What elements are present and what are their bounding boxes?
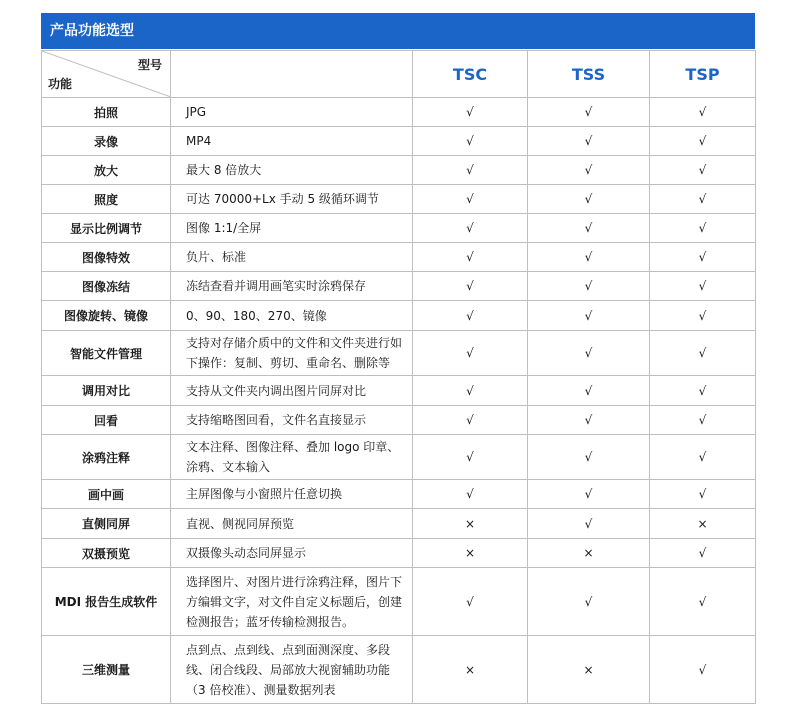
table-row [42, 156, 756, 185]
feature-name: 图像特效 [42, 243, 171, 272]
cross-mark-tsc: × [413, 509, 528, 539]
feature-name: 图像冻结 [42, 272, 171, 301]
check-mark-tss: √ [528, 243, 650, 272]
table-row [42, 98, 756, 127]
check-mark-tsc: √ [413, 406, 528, 435]
feature-name: 三维测量 [42, 636, 171, 704]
feature-name: 放大 [42, 156, 171, 185]
table-row [42, 568, 756, 636]
check-mark-tss: √ [528, 509, 650, 539]
table-row [42, 243, 756, 272]
table-row [42, 435, 756, 480]
check-mark-tsc: √ [413, 376, 528, 406]
cross-mark-tsc: × [413, 539, 528, 568]
check-mark-tsp: √ [650, 98, 756, 127]
feature-description: 负片、标准 [171, 243, 413, 272]
header-row [42, 51, 756, 98]
cross-mark-tss: × [528, 636, 650, 704]
table-row [42, 636, 756, 704]
cross-mark-tsc: × [413, 636, 528, 704]
desc-header-cell [171, 51, 413, 98]
feature-description: 主屏图像与小窗照片任意切换 [171, 480, 413, 509]
table-row [42, 331, 756, 376]
check-mark-tss: √ [528, 156, 650, 185]
check-mark-tsp: √ [650, 406, 756, 435]
check-mark-tss: √ [528, 272, 650, 301]
check-mark-tss: √ [528, 480, 650, 509]
check-mark-tsc: √ [413, 243, 528, 272]
check-mark-tss: √ [528, 98, 650, 127]
feature-name: 画中画 [42, 480, 171, 509]
feature-name: 照度 [42, 185, 171, 214]
feature-description: 最大 8 倍放大 [171, 156, 413, 185]
product-tsp: TSP [650, 51, 756, 98]
check-mark-tss: √ [528, 331, 650, 376]
feature-description: 点到点、点到线、点到面测深度、多段线、闭合线段、局部放大视窗辅助功能（3 倍校准）、测量数据列表 [171, 636, 413, 704]
table-row [42, 376, 756, 406]
feature-name: 双摄预览 [42, 539, 171, 568]
feature-name: 回看 [42, 406, 171, 435]
feature-description: 支持从文件夹内调出图片同屏对比 [171, 376, 413, 406]
feature-name: 涂鸦注释 [42, 435, 171, 480]
check-mark-tss: √ [528, 214, 650, 243]
feature-name: 调用对比 [42, 376, 171, 406]
feature-name: 录像 [42, 127, 171, 156]
feature-table [41, 50, 756, 704]
check-mark-tsp: √ [650, 156, 756, 185]
cross-mark-tsp: × [650, 509, 756, 539]
table-row [42, 272, 756, 301]
check-mark-tss: √ [528, 376, 650, 406]
check-mark-tsc: √ [413, 480, 528, 509]
check-mark-tsp: √ [650, 376, 756, 406]
feature-name: 显示比例调节 [42, 214, 171, 243]
feature-description: 可达 70000+Lx 手动 5 级循环调节 [171, 185, 413, 214]
feature-name: 图像旋转、镜像 [42, 301, 171, 331]
check-mark-tss: √ [528, 185, 650, 214]
feature-selection-sheet [41, 13, 755, 704]
check-mark-tsc: √ [413, 127, 528, 156]
product-tss: TSS [528, 51, 650, 98]
check-mark-tsp: √ [650, 480, 756, 509]
check-mark-tsc: √ [413, 272, 528, 301]
check-mark-tsc: √ [413, 98, 528, 127]
feature-description: JPG [171, 98, 413, 127]
feature-description: 文本注释、图像注释、叠加 logo 印章、涂鸦、文本输入 [171, 435, 413, 480]
check-mark-tsp: √ [650, 185, 756, 214]
product-tsc: TSC [413, 51, 528, 98]
table-row [42, 214, 756, 243]
table-row [42, 539, 756, 568]
feature-description: MP4 [171, 127, 413, 156]
feature-label: 功能 [48, 77, 73, 91]
feature-description: 双摄像头动态同屏显示 [171, 539, 413, 568]
check-mark-tsp: √ [650, 331, 756, 376]
check-mark-tsc: √ [413, 185, 528, 214]
feature-name: MDI 报告生成软件 [42, 568, 171, 636]
check-mark-tsp: √ [650, 568, 756, 636]
check-mark-tsp: √ [650, 636, 756, 704]
feature-name: 拍照 [42, 98, 171, 127]
table-row [42, 480, 756, 509]
check-mark-tsp: √ [650, 539, 756, 568]
check-mark-tsp: √ [650, 243, 756, 272]
feature-name: 直侧同屏 [42, 509, 171, 539]
check-mark-tss: √ [528, 435, 650, 480]
check-mark-tsc: √ [413, 301, 528, 331]
cross-mark-tss: × [528, 539, 650, 568]
check-mark-tss: √ [528, 127, 650, 156]
table-body [42, 98, 756, 704]
section-title: 产品功能选型 [41, 13, 755, 49]
diagonal-header-cell [42, 51, 171, 98]
table-row [42, 406, 756, 435]
check-mark-tsp: √ [650, 272, 756, 301]
feature-description: 冻结查看并调用画笔实时涂鸦保存 [171, 272, 413, 301]
check-mark-tsc: √ [413, 568, 528, 636]
check-mark-tsc: √ [413, 331, 528, 376]
check-mark-tsc: √ [413, 214, 528, 243]
feature-description: 选择图片、对图片进行涂鸦注释，图片下方编辑文字，对文件自定义标题后，创建检测报告；蓝牙传输检测报告。 [171, 568, 413, 636]
feature-name: 智能文件管理 [42, 331, 171, 376]
check-mark-tss: √ [528, 406, 650, 435]
table-row [42, 301, 756, 331]
table-row [42, 509, 756, 539]
feature-description: 支持缩略图回看，文件名直接显示 [171, 406, 413, 435]
check-mark-tss: √ [528, 301, 650, 331]
feature-description: 支持对存储介质中的文件和文件夹进行如下操作：复制、剪切、重命名、删除等 [171, 331, 413, 376]
check-mark-tsp: √ [650, 127, 756, 156]
model-label: 型号 [137, 58, 162, 72]
check-mark-tsc: √ [413, 435, 528, 480]
feature-description: 直视、侧视同屏预览 [171, 509, 413, 539]
check-mark-tss: √ [528, 568, 650, 636]
table-row [42, 185, 756, 214]
check-mark-tsp: √ [650, 214, 756, 243]
table-row [42, 127, 756, 156]
check-mark-tsc: √ [413, 156, 528, 185]
check-mark-tsp: √ [650, 301, 756, 331]
check-mark-tsp: √ [650, 435, 756, 480]
feature-description: 图像 1:1/全屏 [171, 214, 413, 243]
feature-description: 0、90、180、270、镜像 [171, 301, 413, 331]
